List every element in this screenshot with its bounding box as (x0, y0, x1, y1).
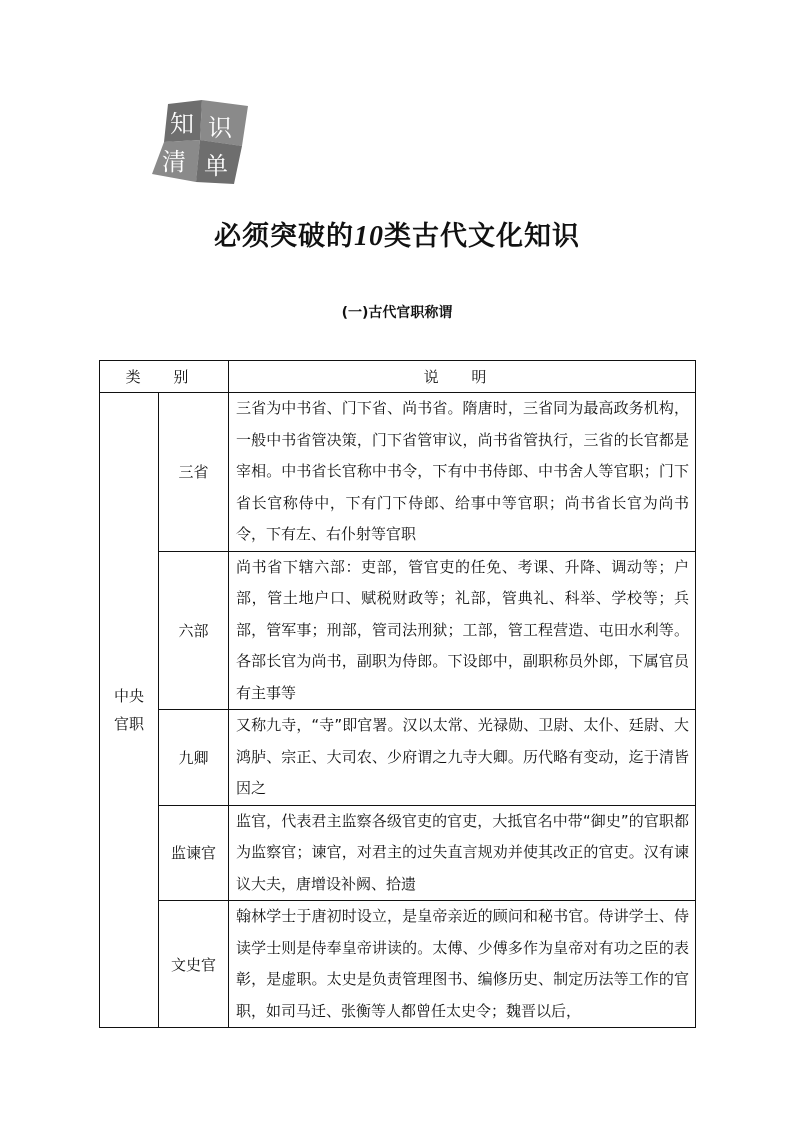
table-row (100, 551, 696, 710)
table-header-row (100, 361, 696, 393)
title-number: 10 (354, 221, 384, 252)
logo-char-4: 单 (204, 152, 228, 180)
logo-char-3: 清 (162, 148, 186, 176)
table-row (100, 393, 696, 552)
official-titles-table (99, 360, 696, 1028)
table-row (100, 901, 696, 1028)
row-name: 文史官 (159, 901, 229, 1028)
title-text-after: 类古代文化知识 (384, 221, 580, 252)
group-label: 中央 官职 (113, 687, 144, 733)
table-row (100, 805, 696, 901)
logo-char-2: 识 (208, 114, 232, 142)
row-description: 尚书省下辖六部：吏部，管官吏的任免、考课、升降、调动等；户部，管土地户口、赋税财政等；礼部，管典礼、科举、学校等；兵部，管军事；刑部，管司法刑狱；工部，管工程营造、屯田水利等。各部长官为尚书，副职为侍郎。下设郎中，副职称员外郎，下属官员有主事等 (229, 551, 696, 710)
header-description: 说 明 (229, 361, 696, 393)
row-description: 三省为中书省、门下省、尚书省。隋唐时，三省同为最高政务机构，一般中书省管决策，门下省管审议，尚书省管执行，三省的长官都是宰相。中书省长官称中书令，下有中书侍郎、中书舍人等官职；门下省长官称侍中，下有门下侍郎、给事中等官职；尚书省长官为尚书令，下有左、右仆射等官职 (229, 393, 696, 552)
document-title (0, 214, 794, 253)
row-name: 监谏官 (159, 805, 229, 901)
row-description: 翰林学士于唐初时设立，是皇帝亲近的顾问和秘书官。侍讲学士、侍读学士则是侍奉皇帝讲读的。太傅、少傅多作为皇帝对有功之臣的表彰，是虚职。太史是负责管理图书、编修历史、制定历法等工作的官职，如司马迁、张衡等人都曾任太史令；魏晋以后， (229, 901, 696, 1028)
row-name: 九卿 (159, 710, 229, 806)
row-description: 又称九寺，“寺”即官署。汉以太常、光禄勋、卫尉、太仆、廷尉、大鸿胪、宗正、大司农、少府谓之九寺大卿。历代略有变动，迄于清皆因之 (229, 710, 696, 806)
group-cell (100, 393, 159, 1028)
knowledge-list-logo (150, 98, 254, 184)
logo-char-1: 知 (170, 110, 194, 138)
row-description: 监官，代表君主监察各级官吏的官吏，大抵官名中带“御史”的官职都为监察官；谏官，对君主的过失直言规劝并使其改正的官吏。汉有谏议大夫，唐增设补阙、拾遗 (229, 805, 696, 901)
row-name: 三省 (159, 393, 229, 552)
header-category: 类 别 (100, 361, 229, 393)
section-title: (一)古代官职称谓 (341, 305, 453, 321)
row-name: 六部 (159, 551, 229, 710)
table-row (100, 710, 696, 806)
title-text-before: 必须突破的 (214, 221, 354, 252)
